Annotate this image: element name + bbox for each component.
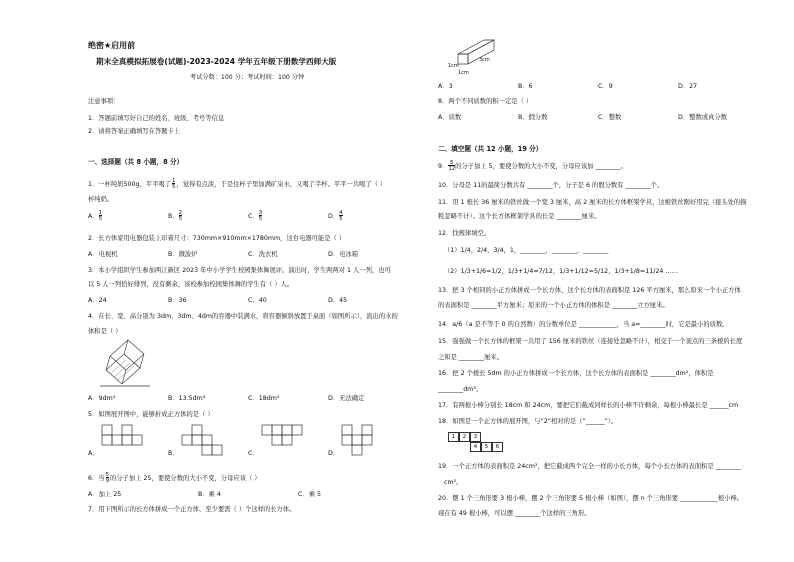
q5-net-a-figure bbox=[102, 425, 148, 458]
q3-line1: 3．本小学组织学生参加两江新区 2023 年中小学学生校园集体舞展评。演出时，学生两两对 1 人一列，也可 bbox=[88, 267, 391, 274]
q6-option-c[interactable]: C．乘 5 bbox=[298, 491, 321, 498]
q1-fraction bbox=[172, 178, 175, 190]
q6-option-b[interactable]: B．乘 4 bbox=[198, 491, 221, 498]
q10-text: 10．分母是 11的最简分数共有 ________个，分子是 6 的假分数有 ________个。 bbox=[438, 182, 664, 189]
q11-line2: 耗忽略不计）。这个长方体框架学具的长是 ________厘米。 bbox=[438, 213, 601, 220]
q17-text: 17．有两根小棒分别长 18cm 和 24cm，要把它们截成同样长的小棒不许剩余，每根小棒最长是 ______cm bbox=[438, 402, 739, 409]
q3-option-a[interactable]: A．24 bbox=[88, 297, 107, 304]
q12-row2-label: （2） bbox=[444, 268, 461, 275]
notes-title: 注意事项： bbox=[88, 98, 120, 105]
q16-line2: ________dm³。 bbox=[438, 386, 483, 393]
q7-option-d[interactable]: D．27 bbox=[678, 83, 698, 90]
q4-line1: 4．在长、宽、高分别为 3dm、3dm、4dm的容器中装满水，将容器倾斜放置于桌面（如图所示），流出的水的 bbox=[88, 313, 398, 320]
q5-net-b-figure bbox=[182, 425, 228, 458]
q18-net-figure bbox=[448, 432, 503, 452]
q2-option-a[interactable]: A．电视机 bbox=[88, 251, 118, 258]
q14-text: 14．a/6（a 是不等于 0 的自然数）的分数单位是 ____________，当 a=________时，它是最小的质数。 bbox=[438, 321, 729, 328]
q19-line1: 19．一个正方体的表面积是 24cm²，把它截成两个完全一样的小长方体，每个小长方体的表面积是 ________ bbox=[438, 463, 741, 470]
q2-option-b[interactable]: B．微波炉 bbox=[168, 251, 198, 258]
q6-fraction: $\frac{5}{9}$ bbox=[105, 472, 110, 484]
q7-option-c[interactable]: C．9 bbox=[598, 83, 613, 90]
q5-option-b[interactable]: B． bbox=[168, 450, 179, 457]
q5-net-c-figure bbox=[262, 425, 308, 458]
q18-cell-1: 1 bbox=[448, 432, 459, 442]
q12-row1-label: （1） bbox=[444, 247, 461, 254]
q7-option-b[interactable]: B．6 bbox=[518, 83, 533, 90]
q6-option-a[interactable]: A．加上 25 bbox=[88, 491, 122, 498]
q7-label-1cm-left: 1cm bbox=[448, 63, 459, 69]
q2-text: 2．长方体家用电器包装上印着尺寸：730mm×910mm×1780mm，这台电器可能是（ ） bbox=[88, 235, 346, 242]
q5-net-d-figure bbox=[342, 425, 388, 458]
q6-text-a: 6．当 bbox=[88, 475, 105, 482]
q9-text-a: 9． bbox=[438, 163, 449, 170]
q20-line1: 20．摆 1 个三角形要 3 根小棒，摆 2 个三角形要 5 根小棒（如图），摆 n 个三角形要 ____________根小棒。 bbox=[438, 495, 744, 502]
q1-option-b[interactable]: B．$\frac{2}{5}$ bbox=[168, 210, 183, 222]
q5-text: 5．如图展开图中，能够折成正方体的是（ ） bbox=[88, 411, 214, 418]
q1-frac-den: 5 bbox=[172, 184, 176, 190]
q5-option-d[interactable]: D． bbox=[328, 450, 340, 457]
q4-line2: 体积是（ ） bbox=[88, 328, 122, 335]
q16-line1: 16．把 2 个棱长 5dm 的小正方体拼成一个长方体，这个长方体的表面积是 ________dm²，体积是 bbox=[438, 370, 714, 377]
q15-line2: 之和是 ________厘米。 bbox=[438, 354, 503, 361]
q1-line2: 杯纯奶。 bbox=[88, 196, 114, 203]
q12-row1 bbox=[444, 247, 608, 255]
note-2: 2．请将答案正确填写在答题卡上 bbox=[88, 128, 181, 135]
q4-option-c[interactable]: C．18dm³ bbox=[248, 395, 280, 402]
q1-option-c[interactable]: C．$\frac{3}{5}$ bbox=[248, 210, 263, 222]
q9-text-b: 的分子加上 5，要使分数的大小不变，分母应该加 ________。 bbox=[455, 163, 627, 170]
q1-option-a[interactable]: A．$\frac{1}{5}$ bbox=[88, 210, 103, 222]
q8-option-d[interactable]: D．整数或真分数 bbox=[678, 114, 727, 121]
q3-option-d[interactable]: D．45 bbox=[328, 297, 348, 304]
q7-label-3cm: 3cm bbox=[479, 57, 490, 63]
q12-row2 bbox=[444, 268, 678, 276]
q18-cell-6: 6 bbox=[492, 442, 503, 452]
q6-text bbox=[88, 472, 261, 484]
q13-line1: 13．把 3 个相同的小正方体拼成一个长方体，这个长方体的表面积是 126 平方厘米，那么原来一个小正方体 bbox=[438, 287, 741, 294]
q2-option-d[interactable]: D．电冰箱 bbox=[328, 251, 359, 258]
q6-text-b: 的分子加上 25，要使分数的大小不变，分母应该（ ） bbox=[110, 475, 261, 482]
q4-tilted-container-figure bbox=[100, 340, 152, 391]
q9-text bbox=[438, 160, 627, 172]
q3-line2: 以 5 人一列恰好排列，没有剩余，该校参加校园集体舞的学生有（ ）人。 bbox=[88, 281, 294, 288]
q7-label-1cm-bottom: 1cm bbox=[458, 70, 469, 76]
q5-option-a[interactable]: A． bbox=[88, 450, 99, 457]
q1-line1 bbox=[88, 178, 386, 190]
q8-option-a[interactable]: A．质数 bbox=[438, 114, 462, 121]
q9-fraction: $\frac{5}{12}$ bbox=[448, 160, 456, 172]
section-2-title: 二、填空题（共 12 小题，19 分） bbox=[438, 145, 543, 153]
q1-option-d[interactable]: D．$\frac{4}{5}$ bbox=[328, 210, 343, 222]
q11-line1: 11．用 1 根长 36 厘米的铁丝做一个宽 3 厘米，高 2 厘米的长方体框架学具，这根铁丝刚好用完（接头处的损 bbox=[438, 199, 747, 206]
exam-title: 期末全真模拟拓展卷(试题)-2023-2024 学年五年级下册数学西师大版 bbox=[96, 57, 337, 66]
q12-row1-sequence: 1/4，2/4，3/4，1，________，________，________ bbox=[460, 247, 609, 254]
section-1-title: 一、选择题（共 8 小题，8 分） bbox=[88, 158, 184, 166]
q1-frac-num: 1 bbox=[172, 178, 176, 184]
q18-cell-5: 5 bbox=[481, 442, 492, 452]
q12-row2-sequence: 1/3+1/6=1/2，1/3+1/4=7/12，1/3+1/12=5/12，1/3+1/8=11/24 …… bbox=[460, 268, 678, 275]
q7-option-a[interactable]: A．3 bbox=[438, 83, 453, 90]
q18-cell-3: 3 bbox=[470, 432, 481, 442]
q1-text-b: ，觉得有点淡，于是往杯子里加满矿泉水，又喝了半杯。平平一共喝了（ ） bbox=[176, 181, 387, 188]
note-1: 1．答题前填写好自己的姓名、班级、考号等信息 bbox=[88, 115, 225, 122]
q4-option-d[interactable]: D．无法确定 bbox=[328, 395, 365, 402]
q3-option-c[interactable]: C．40 bbox=[248, 297, 267, 304]
q8-text: 8．两个不同质数的积一定是（ ） bbox=[438, 98, 533, 105]
q7-text: 7．用下图所示的长方体拼成一个正方体，至少要需（ ）个这样的长方体。 bbox=[88, 506, 296, 513]
q12-text: 12．找规律填空。 bbox=[438, 230, 491, 237]
q1-text-a: 1．一杯纯奶500g，平平喝了 bbox=[88, 181, 171, 188]
q3-option-b[interactable]: B．36 bbox=[168, 297, 187, 304]
q18-text: 18．如图是一个正方体的展开图，与“2”相对的是（“______”）。 bbox=[438, 418, 618, 425]
secret-mark: 绝密★启用前 bbox=[88, 41, 136, 50]
q4-option-a[interactable]: A．9dm³ bbox=[88, 395, 116, 402]
q15-line1: 15．强强做一个长方体的框架一共用了 156 厘米的铁丝（连接处忽略不计），相交于一个顶点的三条棱的长度 bbox=[438, 338, 743, 345]
q13-line2: 的表面积是 ________平方厘米；原来的一个小正方体的体积是 ________立方厘米。 bbox=[438, 302, 669, 309]
score-info: 考试分数：100 分；考试时间：100 分钟 bbox=[190, 74, 305, 81]
q5-option-c[interactable]: C． bbox=[248, 450, 259, 457]
q18-cell-4: 4 bbox=[470, 442, 481, 452]
q2-option-c[interactable]: C．洗衣机 bbox=[248, 251, 278, 258]
q18-cell-2: 2 bbox=[459, 432, 470, 442]
q8-option-c[interactable]: C．整数 bbox=[598, 114, 622, 121]
q20-line2: 现在有 49 根小棒，可以摆 ________个这样的三角形。 bbox=[438, 510, 591, 517]
q19-line2: cm²。 bbox=[444, 479, 463, 486]
q8-option-b[interactable]: B．假分数 bbox=[518, 114, 548, 121]
q4-option-b[interactable]: B．13.5dm³ bbox=[168, 395, 206, 402]
